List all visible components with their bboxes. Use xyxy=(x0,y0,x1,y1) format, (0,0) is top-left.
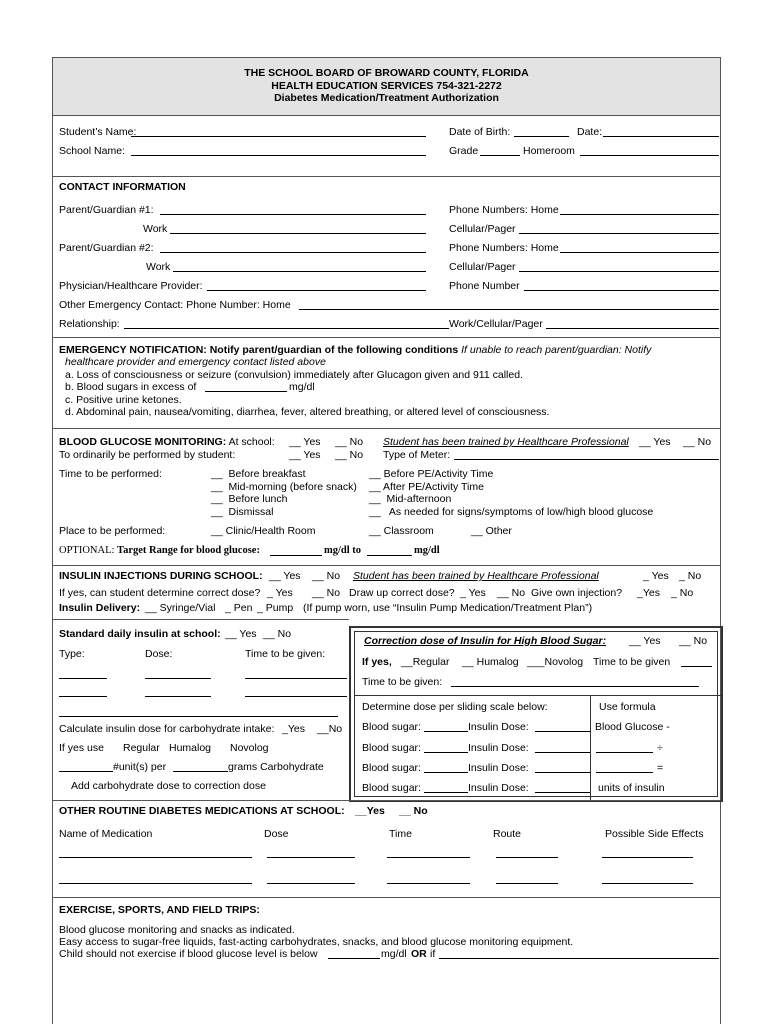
glucose-trained-no-option[interactable]: __ No xyxy=(683,436,712,448)
meter-label: Type of Meter: xyxy=(383,449,451,461)
correction-no-label: No xyxy=(693,635,708,647)
col-route: Route xyxy=(493,828,522,840)
correction-yes-label: Yes xyxy=(643,635,661,647)
draw-label: Draw up correct dose? xyxy=(349,587,455,599)
homeroom-label: Homeroom xyxy=(523,145,575,157)
parent1-field[interactable] xyxy=(160,214,426,215)
determine-no-option[interactable]: __ No xyxy=(312,587,341,599)
time-option-7[interactable]: __ Mid-afternoon xyxy=(369,493,452,505)
insulin-trained-no-option[interactable]: _ No xyxy=(679,570,702,582)
col-med-name: Name of Medication xyxy=(59,828,153,840)
emergency-note-2: healthcare provider and emergency contact listed above xyxy=(65,356,326,368)
date-field[interactable] xyxy=(603,136,719,137)
exercise-line-1: Blood glucose monitoring and snacks as indicated. xyxy=(59,924,295,936)
parent2-field[interactable] xyxy=(160,252,426,253)
insulin-no-option[interactable]: __ No xyxy=(312,570,341,582)
scale-row-4-dose: Insulin Dose: xyxy=(468,782,529,794)
blood-sugar-excess-field[interactable] xyxy=(205,391,287,392)
correction-regular-option[interactable]: __Regular xyxy=(401,656,450,668)
correction-yes-option[interactable]: __ Yes xyxy=(629,635,661,647)
correction-time-given-2: Time to be given: xyxy=(362,676,443,688)
draw-no-option[interactable]: __ No xyxy=(497,587,526,599)
scale-row-2-bs: Blood sugar: xyxy=(362,742,421,754)
delivery-pen-option[interactable]: _ Pen xyxy=(225,602,253,614)
col-time: Time xyxy=(389,828,412,840)
work-cell-field[interactable] xyxy=(546,328,719,329)
delivery-syringe-label: Syringe/Vial xyxy=(159,602,216,614)
add-carb-label: Add carbohydrate dose to correction dose xyxy=(71,780,266,792)
grade-field[interactable] xyxy=(480,155,520,156)
other-meds-title: OTHER ROUTINE DIABETES MEDICATIONS AT SCHOOL: xyxy=(59,805,345,817)
correction-novolog-option[interactable]: ___Novolog xyxy=(527,656,584,668)
use-formula-label: Use formula xyxy=(599,701,656,713)
phone-number-field[interactable] xyxy=(524,290,719,291)
carb-humalog-option[interactable]: Humalog xyxy=(169,742,212,754)
emergency-title-line xyxy=(59,344,651,356)
glucose-at-school: At school: xyxy=(228,436,275,448)
correction-title: Correction dose of Insulin for High Blood Sugar: xyxy=(364,635,607,647)
target-range-label: Target Range for blood glucose: xyxy=(117,545,260,556)
school-name-field[interactable] xyxy=(131,155,426,156)
determine-yes-label: Yes xyxy=(275,587,293,599)
other-contact-label: Other Emergency Contact: Phone Number: Home xyxy=(59,299,291,311)
med-dose-field-1[interactable] xyxy=(267,857,355,858)
time-option-4-label: Dismissal xyxy=(228,506,274,518)
exercise-line-3a: Child should not exercise if blood glucose level is below xyxy=(59,948,318,960)
work2-label: Work xyxy=(146,261,171,273)
time-option-1[interactable]: __ Before breakfast xyxy=(211,468,306,480)
place-clinic-label: Clinic/Health Room xyxy=(225,525,316,537)
parent2-label: Parent/Guardian #2: xyxy=(59,242,154,254)
insulin-yes-option[interactable]: __ Yes xyxy=(269,570,301,582)
divider xyxy=(53,565,720,566)
glucose-trained-yes-option[interactable]: __ Yes xyxy=(639,436,671,448)
correction-time-field-2[interactable] xyxy=(451,686,699,687)
school-name-label: School Name: xyxy=(59,145,125,157)
insulin-title: INSULIN INJECTIONS DURING SCHOOL: xyxy=(59,570,263,582)
exercise-title: EXERCISE, SPORTS, AND FIELD TRIPS: xyxy=(59,904,260,916)
divider xyxy=(53,619,349,620)
date-label: Date: xyxy=(577,126,603,138)
scale-row-1-dose-field[interactable] xyxy=(535,731,590,732)
work-cell-label: Work/Cellular/Pager xyxy=(449,318,543,330)
place-other-label: Other xyxy=(485,525,512,537)
units-per-label: #unit(s) per xyxy=(113,761,167,773)
emergency-title: EMERGENCY NOTIFICATION: Notify parent/guardian of the following conditions xyxy=(59,344,459,356)
time-option-5-label: Before PE/Activity Time xyxy=(383,468,494,480)
time-option-2-label: Mid-morning (before snack) xyxy=(228,481,357,493)
type-label: Type: xyxy=(59,648,85,660)
ordinarily-label: To ordinarily be performed by student: xyxy=(59,449,236,461)
correction-time-field[interactable] xyxy=(681,666,712,667)
time-option-4[interactable]: __ Dismissal xyxy=(211,506,274,518)
scale-row-1-bs-field[interactable] xyxy=(424,731,468,732)
header-line-1: THE SCHOOL BOARD OF BROWARD COUNTY, FLORIDA xyxy=(244,67,529,79)
determine-label: If yes, can student determine correct dose? xyxy=(59,587,261,599)
carb-no-label: No xyxy=(328,723,343,735)
delivery-syringe-option[interactable]: __ Syringe/Vial xyxy=(145,602,216,614)
standard-yes-label: Yes xyxy=(239,628,257,640)
insulin-trained-yes-option[interactable]: _ Yes xyxy=(643,570,669,582)
units-field[interactable] xyxy=(59,771,113,772)
standard-no-label: No xyxy=(277,628,292,640)
med-route-field-1[interactable] xyxy=(496,857,558,858)
exercise-line-3b: mg/dl xyxy=(381,948,407,960)
exercise-if: if xyxy=(430,948,436,960)
type-field-1[interactable] xyxy=(59,678,107,679)
med-name-field-1[interactable] xyxy=(59,857,252,858)
place-label: Place to be performed: xyxy=(59,525,166,537)
insulin-no-label: No xyxy=(326,570,341,582)
delivery-pen-label: Pen xyxy=(233,602,253,614)
optional-label: OPTIONAL: xyxy=(59,545,115,556)
carb-novolog-option[interactable]: Novolog xyxy=(230,742,269,754)
carb-no-option[interactable]: __No xyxy=(317,723,343,735)
cell-field[interactable] xyxy=(519,233,719,234)
time-performed-label: Time to be performed: xyxy=(59,468,162,480)
time-option-8[interactable]: __ As needed for signs/symptoms of low/high blood glucose xyxy=(369,506,654,518)
header-line-3: Diabetes Medication/Treatment Authorization xyxy=(274,92,499,104)
form-header xyxy=(53,58,720,116)
sliding-scale-label: Determine dose per sliding scale below: xyxy=(362,701,548,713)
med-route-field-2[interactable] xyxy=(496,883,558,884)
divider xyxy=(53,428,720,429)
target-high-field[interactable] xyxy=(367,555,412,556)
standard-yes-option[interactable]: __ Yes xyxy=(225,628,257,640)
time-option-6[interactable]: __ After PE/Activity Time xyxy=(369,481,484,493)
cell2-field[interactable] xyxy=(519,271,719,272)
physician-field[interactable] xyxy=(207,290,426,291)
glucose-no-label: No xyxy=(349,436,364,448)
ordinarily-yes-option[interactable]: __ Yes xyxy=(289,449,321,461)
phone-number-label: Phone Number xyxy=(449,280,520,292)
col-side-effects: Possible Side Effects xyxy=(605,828,704,840)
parent1-label: Parent/Guardian #1: xyxy=(59,204,154,216)
correction-humalog-label: Humalog xyxy=(476,656,519,668)
draw-no-label: No xyxy=(511,587,526,599)
glucose-title: BLOOD GLUCOSE MONITORING: xyxy=(59,436,227,448)
determine-no-label: No xyxy=(326,587,341,599)
cell-label: Cellular/Pager xyxy=(449,223,516,235)
time-option-8-label: As needed for signs/symptoms of low/high blood glucose xyxy=(388,506,654,518)
scale-row-3-dose: Insulin Dose: xyxy=(468,762,529,774)
emergency-item-a: a. Loss of consciousness or seizure (convulsion) immediately after Glucagon given and 911 called. xyxy=(65,369,523,381)
delivery-pump-label: Pump xyxy=(265,602,294,614)
work-label: Work xyxy=(143,223,168,235)
header-line-2: HEALTH EDUCATION SERVICES 754-321-2272 xyxy=(271,79,502,92)
time-field-1[interactable] xyxy=(245,678,347,679)
grams-carb-label: grams Carbohydrate xyxy=(228,761,324,773)
exercise-or: OR xyxy=(411,948,427,960)
dob-label: Date of Birth: xyxy=(449,126,511,138)
target-mgdl: mg/dl xyxy=(414,545,440,556)
correction-dose-box xyxy=(349,626,723,802)
carb-yes-label: Yes xyxy=(287,723,305,735)
contact-title: CONTACT INFORMATION xyxy=(59,181,186,193)
glucose-trained-no-label: No xyxy=(697,436,712,448)
physician-label: Physician/Healthcare Provider: xyxy=(59,280,203,292)
correction-dose-inner xyxy=(354,631,718,797)
time-option-7-label: Mid-afternoon xyxy=(386,493,452,505)
work-field[interactable] xyxy=(170,233,426,234)
med-side-field-2[interactable] xyxy=(602,883,693,884)
student-name-field[interactable] xyxy=(131,136,426,137)
relationship-field[interactable] xyxy=(124,328,449,329)
phone-home-label: Phone Numbers: Home xyxy=(449,204,559,216)
glucose-yes-option[interactable]: __ Yes xyxy=(289,436,321,448)
divider xyxy=(355,695,721,696)
pump-note: (If pump worn, use “Insulin Pump Medication/Treatment Plan”) xyxy=(303,602,593,614)
phone-home2-field[interactable] xyxy=(560,252,719,253)
delivery-label: Insulin Delivery: xyxy=(59,602,141,614)
grade-label: Grade xyxy=(449,145,479,157)
delivery-pump-option[interactable]: _ Pump xyxy=(257,602,294,614)
give-no-label: No xyxy=(679,587,694,599)
ordinarily-no-label: No xyxy=(349,449,364,461)
med-time-field-2[interactable] xyxy=(387,883,470,884)
dose-field-1[interactable] xyxy=(145,678,211,679)
place-classroom-label: Classroom xyxy=(383,525,434,537)
scale-row-3-bs: Blood sugar: xyxy=(362,762,421,774)
correction-novolog-label: Novolog xyxy=(544,656,584,668)
dob-field[interactable] xyxy=(514,136,569,137)
standard-insulin-label: Standard daily insulin at school: xyxy=(59,628,221,640)
glucose-trained-yes-label: Yes xyxy=(653,436,671,448)
scale-row-3-dose-field[interactable] xyxy=(535,772,590,773)
carb-regular-option[interactable]: Regular xyxy=(123,742,160,754)
target-range-line xyxy=(59,545,260,557)
standard-no-option[interactable]: __ No xyxy=(263,628,292,640)
glucose-no-option[interactable]: __ No xyxy=(335,436,364,448)
emergency-item-b: b. Blood sugars in excess of xyxy=(65,381,197,393)
med-dose-field-2[interactable] xyxy=(267,883,355,884)
divider xyxy=(59,716,338,717)
scale-row-3-bs-field[interactable] xyxy=(424,772,468,773)
scale-row-1-bs: Blood sugar: xyxy=(362,721,421,733)
other-meds-yes-option[interactable]: __Yes xyxy=(355,805,385,817)
delivery-line xyxy=(59,602,140,614)
correction-humalog-option[interactable]: __ Humalog xyxy=(462,656,519,668)
give-no-option[interactable]: _ No xyxy=(671,587,694,599)
exercise-if-field[interactable] xyxy=(439,958,719,959)
place-option-clinic[interactable]: __ Clinic/Health Room xyxy=(211,525,316,537)
carb-yes-option[interactable]: _Yes xyxy=(282,723,305,735)
formula-field-2[interactable] xyxy=(596,772,653,773)
med-name-field-2[interactable] xyxy=(59,883,252,884)
glucose-trained: Student has been trained by Healthcare Professional xyxy=(383,436,629,448)
target-mgdl-to: mg/dl to xyxy=(324,545,362,556)
relationship-label: Relationship: xyxy=(59,318,120,330)
correction-if-yes-line xyxy=(362,656,392,668)
scale-row-2-dose: Insulin Dose: xyxy=(468,742,529,754)
authorization-form xyxy=(52,57,721,1024)
divider xyxy=(53,897,720,898)
emergency-item-d: d. Abdominal pain, nausea/vomiting, diarrhea, fever, altered breathing, or altered level of consciousness. xyxy=(65,406,550,418)
work2-field[interactable] xyxy=(173,271,426,272)
correction-no-option[interactable]: __ No xyxy=(679,635,708,647)
draw-yes-option[interactable]: _ Yes xyxy=(460,587,486,599)
other-contact-field[interactable] xyxy=(299,309,719,310)
phone-home2-label: Phone Numbers: Home xyxy=(449,242,559,254)
emergency-mgdl: mg/dl xyxy=(289,381,315,393)
time-field-2[interactable] xyxy=(245,696,347,697)
meter-field[interactable] xyxy=(454,459,719,460)
correction-regular-label: Regular xyxy=(412,656,450,668)
time-option-6-label: After PE/Activity Time xyxy=(383,481,484,493)
time-option-3-label: Before lunch xyxy=(228,493,288,505)
give-yes-option[interactable]: _Yes xyxy=(637,587,660,599)
insulin-trained-yes-label: Yes xyxy=(651,570,669,582)
type-field-2[interactable] xyxy=(59,696,107,697)
formula-units: units of insulin xyxy=(598,782,665,794)
formula-divide: ÷ xyxy=(657,742,663,754)
other-meds-no-option[interactable]: __ No xyxy=(399,805,428,817)
formula-field-1[interactable] xyxy=(596,752,653,753)
if-yes-use-label: If yes use xyxy=(59,742,104,754)
glucose-title-line xyxy=(59,436,275,448)
divider xyxy=(53,176,720,177)
other-meds-no-label: No xyxy=(413,805,428,817)
ordinarily-no-option[interactable]: __ No xyxy=(335,449,364,461)
med-time-field-1[interactable] xyxy=(387,857,470,858)
formula-equals: = xyxy=(657,762,664,774)
glucose-yes-label: Yes xyxy=(303,436,321,448)
give-label: Give own injection? xyxy=(531,587,623,599)
carb-label: Calculate insulin dose for carbohydrate intake: xyxy=(59,723,275,735)
ordinarily-yes-label: Yes xyxy=(303,449,321,461)
divider xyxy=(590,695,591,801)
exercise-below-field[interactable] xyxy=(328,958,380,959)
exercise-line-2: Easy access to sugar-free liquids, fast-acting carbohydrates, snacks, and blood glucose monitoring equipment. xyxy=(59,936,574,948)
determine-yes-option[interactable]: _ Yes xyxy=(267,587,293,599)
divider xyxy=(53,337,720,338)
dose-field-2[interactable] xyxy=(145,696,211,697)
col-dose: Dose xyxy=(264,828,289,840)
time-option-2[interactable]: __ Mid-morning (before snack) xyxy=(211,481,357,493)
insulin-trained: Student has been trained by Healthcare Professional xyxy=(353,570,599,582)
target-low-field[interactable] xyxy=(270,555,322,556)
give-yes-label: Yes xyxy=(642,587,660,599)
place-option-classroom[interactable]: __ Classroom xyxy=(369,525,434,537)
dose-label: Dose: xyxy=(145,648,173,660)
scale-row-2-bs-field[interactable] xyxy=(424,752,468,753)
draw-yes-label: Yes xyxy=(468,587,486,599)
formula-line-1: Blood Glucose - xyxy=(595,721,670,733)
time-given-label: Time to be given: xyxy=(245,648,326,660)
insulin-yes-label: Yes xyxy=(283,570,301,582)
insulin-trained-no-label: No xyxy=(687,570,702,582)
scale-row-4-bs-field[interactable] xyxy=(424,792,468,793)
scale-row-4-bs: Blood sugar: xyxy=(362,782,421,794)
scale-row-1-dose: Insulin Dose: xyxy=(468,721,529,733)
other-meds-yes-label: Yes xyxy=(366,805,385,817)
emergency-item-c: c. Positive urine ketones. xyxy=(65,394,182,406)
emergency-note: If unable to reach parent/guardian: Notify xyxy=(461,344,652,356)
scale-row-4-dose-field[interactable] xyxy=(535,792,590,793)
time-option-5[interactable]: __ Before PE/Activity Time xyxy=(369,468,494,480)
correction-if-yes: If yes, xyxy=(362,656,392,668)
grams-field[interactable] xyxy=(173,771,228,772)
med-side-field-1[interactable] xyxy=(602,857,693,858)
time-option-1-label: Before breakfast xyxy=(228,468,306,480)
divider xyxy=(53,800,720,801)
time-option-3[interactable]: __ Before lunch xyxy=(211,493,288,505)
homeroom-field[interactable] xyxy=(580,155,719,156)
scale-row-2-dose-field[interactable] xyxy=(535,752,590,753)
student-name-label: Student’s Name: xyxy=(59,126,137,138)
place-option-other[interactable]: __ Other xyxy=(471,525,512,537)
cell2-label: Cellular/Pager xyxy=(449,261,516,273)
phone-home-field[interactable] xyxy=(560,214,719,215)
correction-time-given: Time to be given xyxy=(593,656,671,668)
